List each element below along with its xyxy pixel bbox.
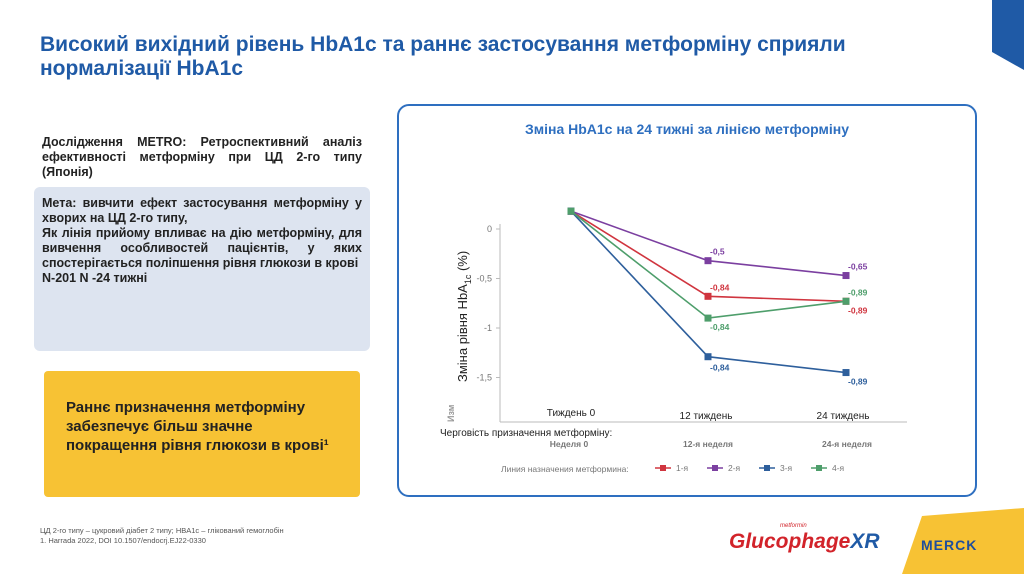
footer-reference: 1. Harrada 2022, DOI 10.1507/endocrj.EJ22-0330 [40, 536, 206, 545]
data-label: -0,84 [710, 282, 730, 293]
y-tick-label: -1 [483, 323, 492, 333]
x-overlay-1: 12 тиждень [679, 411, 733, 422]
study-description: Дослідження METRO: Ретроспективний аналіз ефективності метформіну при ЦД 2-го типу (Японія) [42, 135, 362, 179]
x-overlay-0: Тиждень 0 [546, 408, 596, 419]
hba1c-chart [397, 104, 977, 497]
y-axis-label-sub: 1c [463, 274, 473, 285]
data-label: -0,84 [710, 362, 730, 373]
glucophage-xr: XR [850, 530, 880, 553]
chart-title: Зміна HbA1c на 24 тижні за лінією метформіну [524, 121, 850, 137]
series-line-4-я [571, 211, 846, 318]
x-category-2: 24-я неделя [822, 439, 872, 449]
legend-label: 1-я [676, 463, 689, 473]
x-category-0: Неделя 0 [549, 439, 589, 449]
legend-label: 4-я [832, 463, 845, 473]
x-overlay-2: 24 тиждень [816, 411, 870, 422]
data-point [843, 369, 850, 376]
series-line-3-я [571, 211, 846, 372]
y-axis-label-prefix: Изм [446, 404, 456, 422]
y-axis-label [455, 251, 473, 382]
data-point [705, 353, 712, 360]
merck-logo: MERCK [921, 537, 978, 553]
y-tick-label: -1,5 [476, 372, 492, 383]
legend-marker [764, 465, 770, 471]
legend-label: 2-я [728, 463, 741, 473]
series-line-1-я [571, 211, 846, 301]
y-axis-label-main: Зміна рівня HbA [455, 284, 470, 382]
footer-abbreviations: ЦД 2-го типу – цукровий діабет 2 типу; HBA1c – глікований гемоглобін [40, 526, 284, 535]
y-tick-label: 0 [486, 224, 492, 234]
y-axis-label-suffix: (%) [455, 250, 470, 275]
corner-decoration [984, 0, 1024, 70]
data-label: -0,84 [710, 322, 730, 333]
highlight-text: Раннє призначення метформіну забезпечує більш значне покращення рівня глюкози в крові¹ [66, 399, 329, 454]
data-label: -0,5 [710, 246, 725, 257]
glucophage-logo [729, 530, 880, 554]
data-point [568, 208, 575, 215]
legend-marker [816, 465, 822, 471]
data-point [705, 293, 712, 300]
legend-marker [712, 465, 718, 471]
data-point [843, 298, 850, 305]
legend-label: 3-я [780, 463, 793, 473]
data-point [705, 257, 712, 264]
brand-superscript: metformin [780, 523, 807, 529]
data-point [705, 315, 712, 322]
legend-title: Линия назначения метформина: [501, 464, 629, 474]
x-axis-label: Черговість призначення метформіну: [440, 428, 613, 439]
data-label: -0,89 [848, 287, 868, 298]
data-label: -0,89 [848, 305, 868, 316]
data-point [843, 272, 850, 279]
glucophage-name: Glucophage [729, 530, 851, 553]
aim-text: Мета: вивчити ефект застосування метформіну у хворих на ЦД 2-го типу, Як лінія прийому впливає на дію метформіну, для вивчення особливостей пацієнтів, у яких спостерігається поліпшення рівня глюкози в крові N-201 N -24 тижні [42, 196, 362, 285]
data-label: -0,65 [848, 261, 868, 272]
footer-notes [40, 526, 284, 546]
legend-marker [660, 465, 666, 471]
page-title: Високий вихідний рівень HbA1c та раннє застосування метформіну сприяли нормалізації HbA1c [40, 33, 846, 80]
x-category-1: 12-я неделя [683, 439, 733, 449]
data-label: -0,89 [848, 376, 868, 387]
y-tick-label: -0,5 [476, 273, 492, 284]
